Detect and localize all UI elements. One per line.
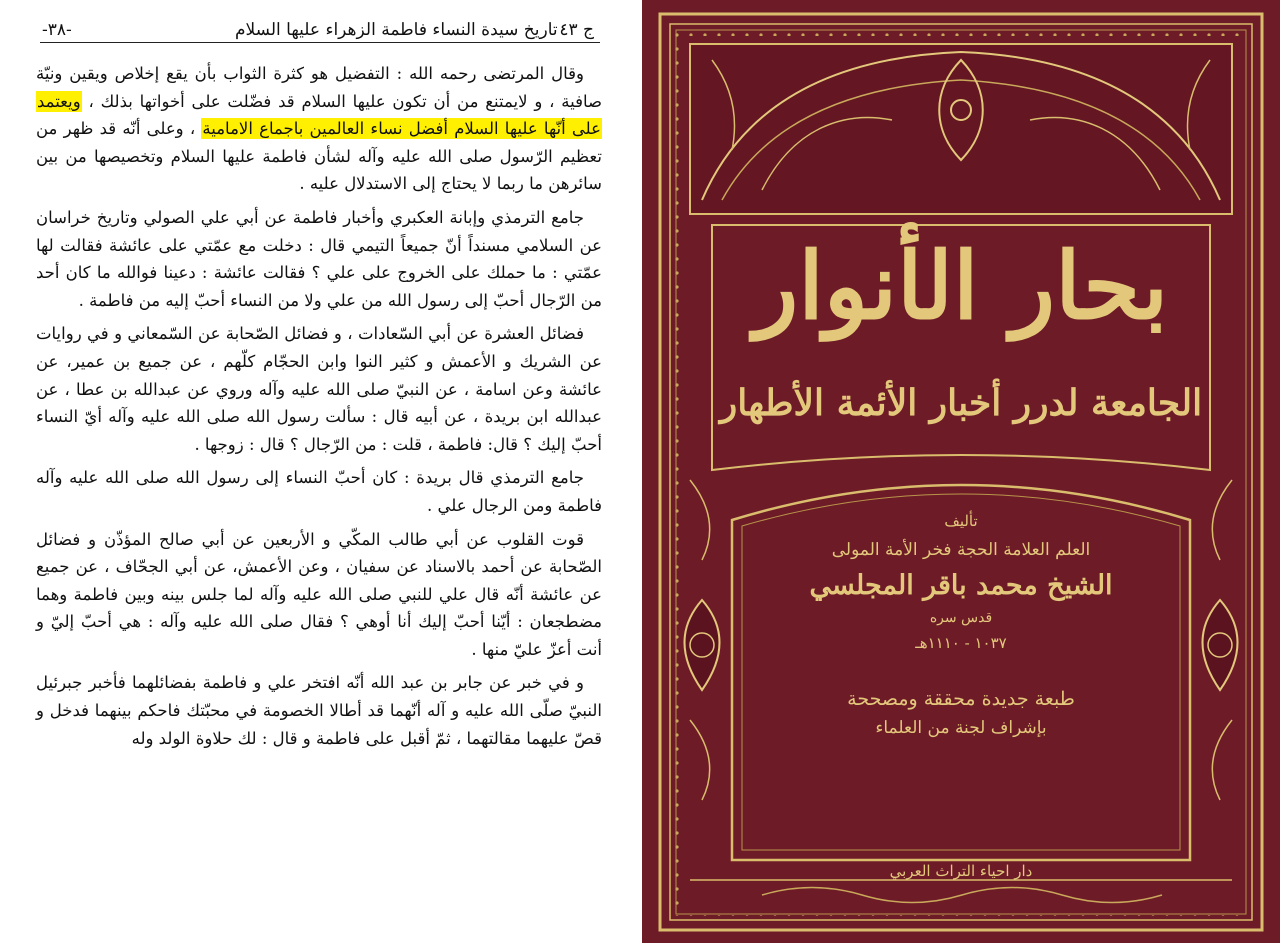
book-cover [642,0,1280,943]
paragraph-1-text: وقال المرتضى رحمه الله : التفضيل هو كثرة الثواب بأن يقع إخلاص ويقين ونيّة صافية ، و لايمتنع من أن تكون عليها السلام قد فضّلت على أخواتها بذلك ، [36,64,602,111]
running-header [40,12,600,43]
author-description: العلم العلامة الحجة فخر الأمة المولى [831,540,1091,560]
author-blessing: قدس سره [929,610,993,626]
paragraph-1-rest: ، وعلى أنّه قد ظهر من تعظيم الرّسول صلى الله عليه وآله لشأن فاطمة عليها السلام وتخصيصها من بين سائرهن ما ربما لا يحتاج إلى الاستدلال عليه . [36,119,602,194]
highlighted-phrase: على أنّها عليها السلام أفضل نساء العالمين باجماع الامامية [202,119,601,139]
edition-line-1: طبعة جديدة محققة ومصححة [847,688,1075,710]
paragraph-2: جامع الترمذي وإبانة العكبري وأخبار فاطمة عن أبي علي الصولي وتاريخ خراسان عن السلامي مسنداً أنّ جميعاً التيمي قال : دخلت مع عمّتي على عائشة فقالت لها عمّتي : ما حملك على الخروج على علي ؟ فقالت عائشة : دعينا فوالله ما كان أحد من الرّجال أحبّ إلى رسول الله من علي ولا من النساء أحبّ إليه من فاطمة . [36,207,602,310]
cover-subtitle: الجامعة لدرر أخبار الأئمة الأطهار [719,382,1203,424]
top-arabesque-panel [690,44,1232,214]
running-title: تاريخ سيدة النساء فاطمة الزهراء عليها السلام [235,20,558,40]
volume-label: ج ٤٣ [559,20,594,40]
body-text [36,60,602,758]
paragraph-4: جامع الترمذي قال بريدة : كان أحبّ النساء إلى رسول الله صلى الله عليه وآله فاطمة ومن الرجال علي . [36,468,602,515]
publisher-name: دار احياء التراث العربي [889,862,1033,880]
page-number: -٣٨- [42,20,72,40]
author-name: الشيخ محمد باقر المجلسي [809,570,1113,601]
paragraph-3: فضائل العشرة عن أبي السّعادات ، و فضائل الصّحابة عن السّمعاني و في روايات عن الشريك و الأعمش و كثير النوا وابن الحجّام كلّهم ، عن جميع بن عمير، عن عائشة وعن اسامة ، عن النبيّ صلى الله عليه وآله وروي عن عبدالله بن عطا ، عن عبدالله ابن بريدة ، عن أبيه قال : سألت رسول الله صلى الله عليه وآله أيّ النساء أحبّ إليك ؟ قال: فاطمة ، قلت : من الرّجال ؟ قال : زوجها . [36,324,602,454]
edition-line-2: بإشراف لجنة من العلماء [875,718,1047,738]
author-dates: ١٠٣٧ - ١١١٠هـ [915,634,1007,652]
cover-ornament [642,0,1280,943]
paragraph-6: و في خبر عن جابر بن عبد الله أنّه افتخر علي و فاطمة بفضائلهما فأخبر جبرئيل النبيّ صلّى الله عليه و آله أنّهما قد أطالا الخصومة في محبّتك فاحكم بينهما فدخل و قصّ عليهما مقالتهما ، ثمّ أقبل على فاطمة و قال : لك حلاوة الولد وله [36,673,602,748]
cover-by-label: تأليف [944,512,978,530]
paragraph-1 [36,60,602,198]
highlighted-word: ويعتمد [37,91,81,111]
cover-title: بحار الأنوار [753,232,1169,340]
paragraph-5: قوت القلوب عن أبي طالب المكّي و الأربعين عن أبي صالح المؤذّن و فضائل الصّحابة عن أحمد بالاسناد عن سفيان ، وعن الأعمش، عن أبي الجحّاف ، عن جميع عن عائشة أنّه قال علي للنبي صلى الله عليه وآله لما جلس بينه وبين فاطمة وهما مضطجعان : أيّنا أحبّ إليك أنا أوهي ؟ فقال صلى الله عليه وآله : هي أحبّ إليّ و أنت أعزّ عليّ منها . [36,529,602,659]
